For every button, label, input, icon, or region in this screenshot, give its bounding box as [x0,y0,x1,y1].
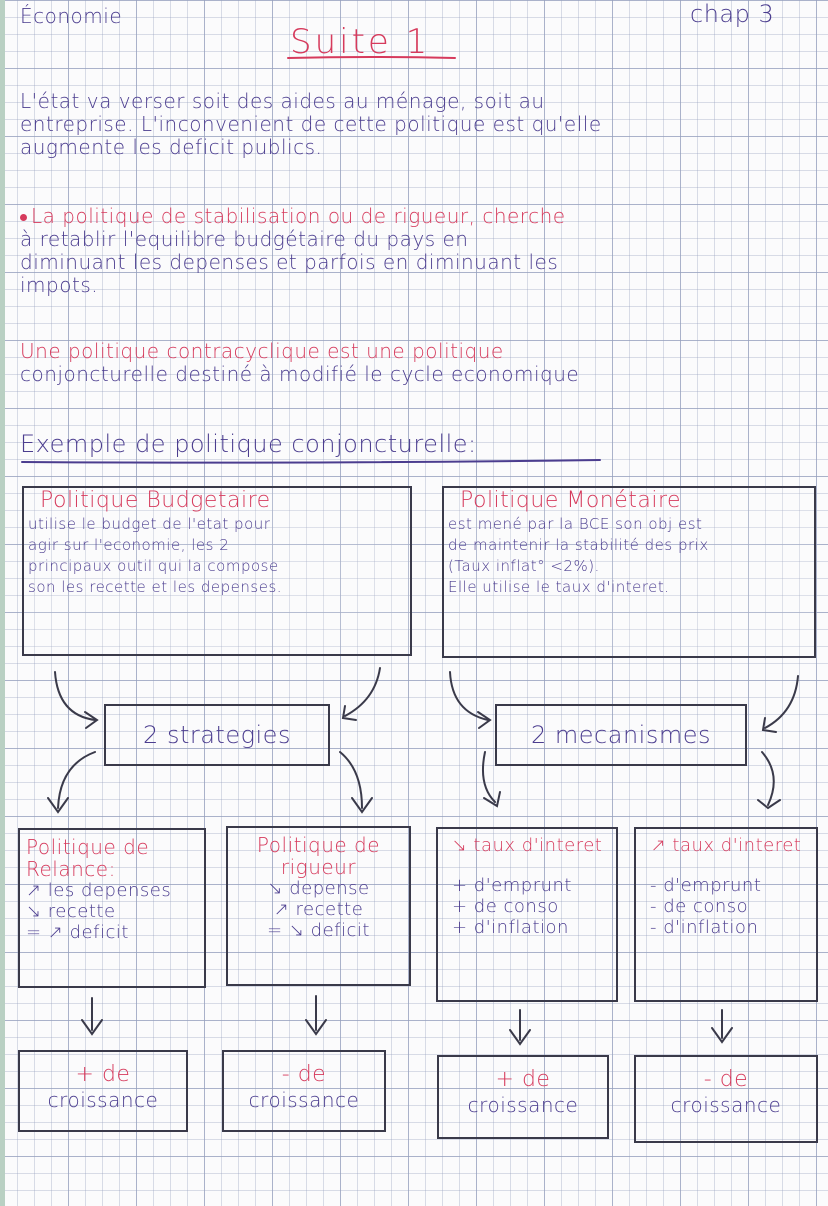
subject-label: Économie [20,4,123,28]
rigueur-title: rigueur [280,855,357,879]
rigueur-line: = ↘ deficit [267,920,370,941]
chapter-label: chap 3 [690,0,775,28]
arrow-budget-to-strategies-icon [345,668,380,716]
monetary-policy-line: Elle utilise le taux d'interet. [448,578,670,596]
budget-policy-line: utilise le budget de l'etat pour [28,515,271,533]
relance-line: ↘ recette [26,901,116,922]
arrow-mecanismes-to-taux-haut-icon [762,752,774,805]
result-sign: - de [703,1067,749,1092]
monetary-policy-title: Politique Monétaire [460,488,682,513]
monetary-policy-line: est mené par la BCE son obj est [448,515,703,533]
stabilisation-line: impots. [20,273,99,297]
rigueur-title: Politique de [256,833,381,857]
budget-policy-line: principaux outil qui la compose [28,557,279,575]
taux-bas-title: ↘ taux d'interet [451,835,603,856]
rigueur-line: ↗ recette [273,899,364,920]
title-underline [288,57,455,58]
intro-line: entreprise. L'inconvenient de cette politique est qu'elle [20,112,602,136]
relance-title: Politique de [26,835,150,859]
result-sign: + de [75,1062,131,1087]
stabilisation-line: diminuant les depenses et parfois en diminuant les [20,250,559,274]
result-word: croissance [47,1088,159,1112]
stabilisation-line: à retablir l'equilibre budgétaire du pays en [20,227,469,251]
arrow-strategies-to-relance-icon [58,752,95,808]
strategies-box: 2 strategies [104,704,330,766]
arrow-monetary-to-mecanismes-icon [450,672,488,720]
budget-policy-title: Politique Budgetaire [40,488,271,513]
arrow-strategies-to-rigueur-icon [340,752,362,808]
result-sign: + de [495,1067,551,1092]
taux-bas-line: + d'inflation [452,917,569,938]
budget-policy-line: son les recette et les depenses. [28,578,283,596]
contracyclique-line-text: Une politique contracyclique est une politique [20,339,504,363]
relance-line: ↗ les depenses [26,880,172,901]
relance-line: = ↗ deficit [26,922,129,943]
example-underline [22,460,600,463]
arrow-mecanismes-to-taux-bas-icon [483,752,495,802]
page-title: Suite 1 [290,22,431,62]
arrow-budget-to-strategies-icon [55,672,95,720]
intro-line: L'état va verser soit des aides au ménage, soit au [20,89,545,113]
contracyclique-line: conjoncturelle destiné à modifié le cycle economique [20,362,580,386]
mecanismes-box: 2 mecanismes [495,704,747,766]
taux-haut-title: ↗ taux d'interet [650,835,802,856]
taux-bas-line: + d'emprunt [452,875,572,896]
taux-haut-line: - d'inflation [650,917,759,938]
budget-policy-line: agir sur l'economie, les 2 [28,536,230,554]
result-word: croissance [467,1093,579,1117]
intro-line: augmente les deficit publics. [20,135,323,159]
result-word: croissance [670,1093,782,1117]
example-heading: Exemple de politique conjoncturelle: [20,430,477,458]
rigueur-line: ↘ depense [267,878,370,899]
monetary-policy-line: de maintenir la stabilité des prix [448,536,709,554]
taux-haut-line: - d'emprunt [650,875,762,896]
relance-title: Relance: [26,857,116,881]
result-word: croissance [248,1088,360,1112]
taux-haut-line: - de conso [650,896,749,917]
stabilisation-line-text: La politique de stabilisation ou de rigueur, cherche [31,204,566,228]
monetary-policy-line: (Taux inflat° <2%). [448,557,600,575]
result-sign: - de [281,1062,327,1087]
arrow-monetary-to-mecanismes-icon [765,676,798,728]
taux-bas-line: + de conso [452,896,559,917]
